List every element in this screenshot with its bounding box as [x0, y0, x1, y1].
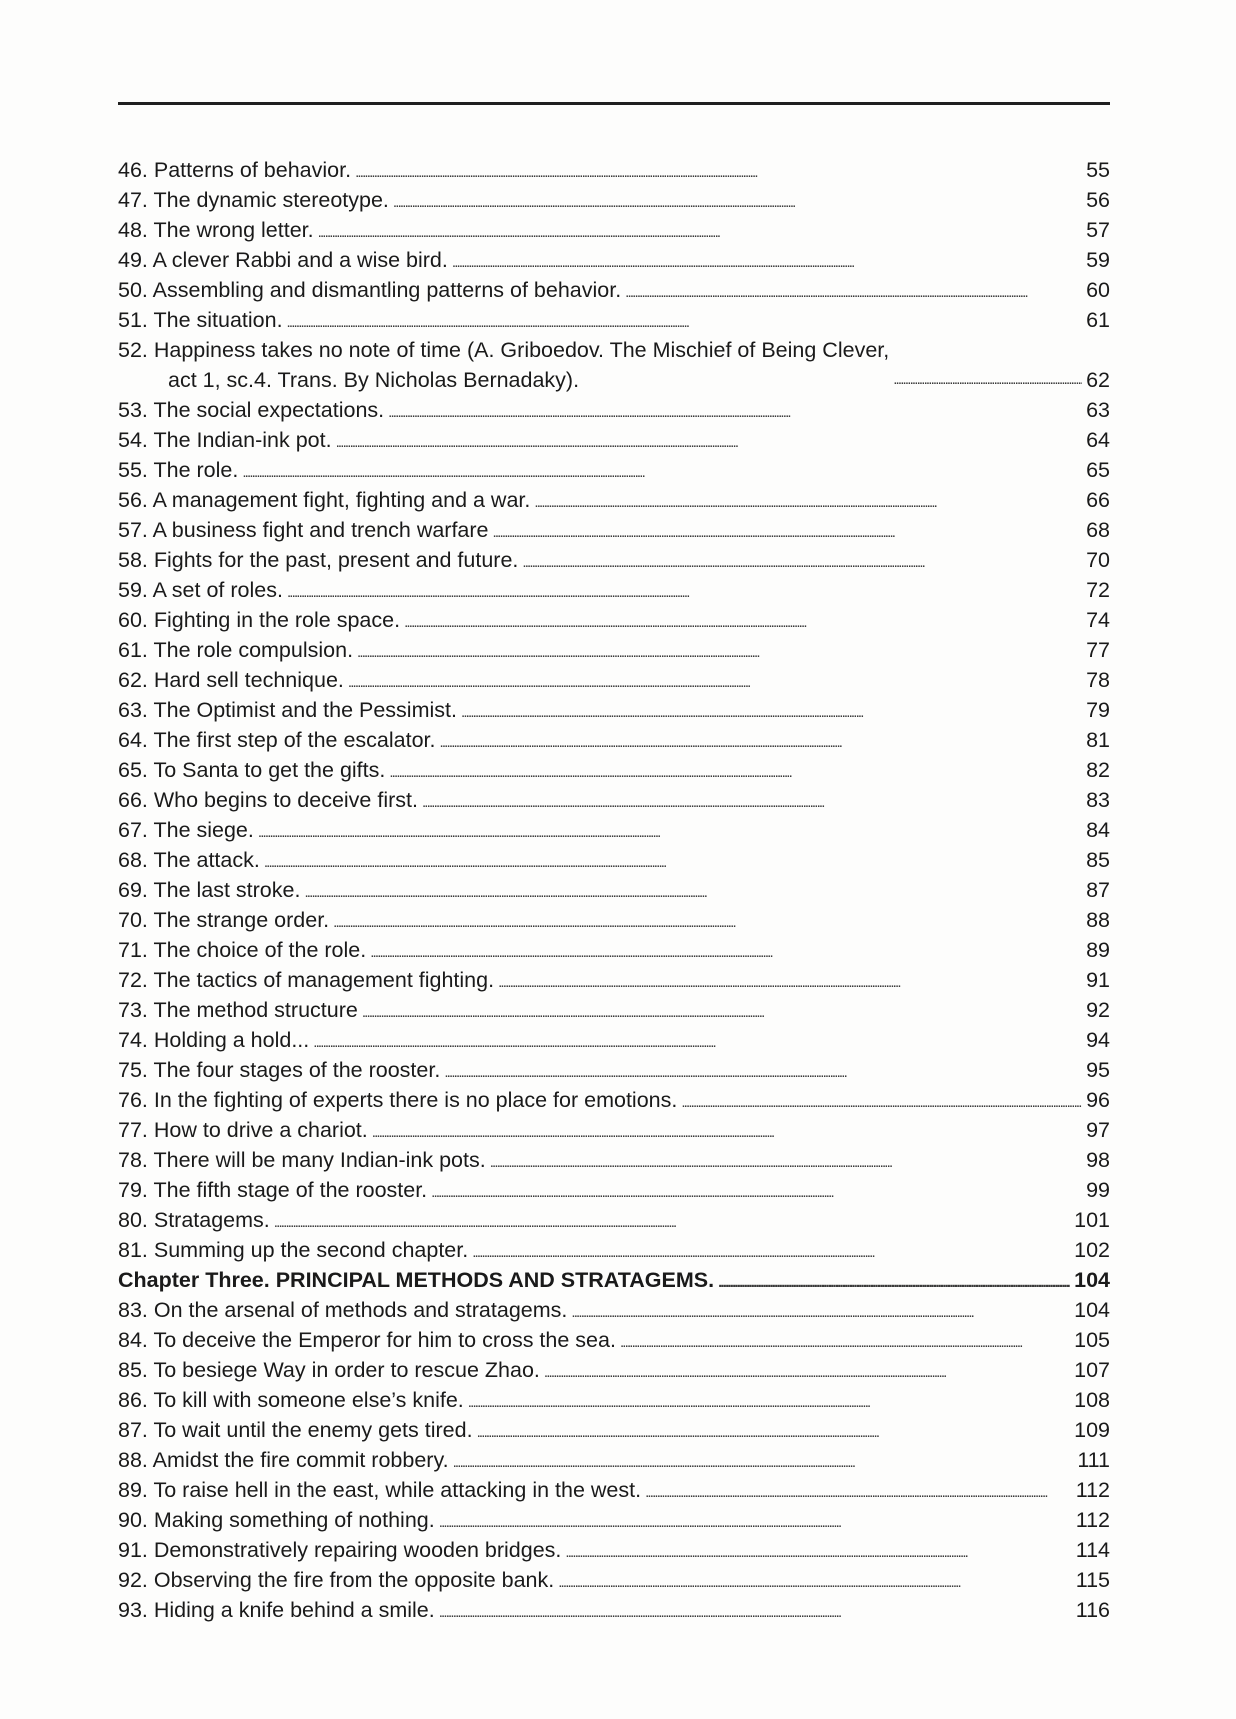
dot-leader — [348, 665, 1082, 698]
toc-entry-title: 59. A set of roles. — [118, 578, 283, 602]
toc-entry-title: 91. Demonstratively repairing wooden bridges. — [118, 1538, 562, 1562]
toc-entry — [118, 1115, 1110, 1145]
dot-leader — [440, 725, 1083, 758]
toc-entry — [118, 965, 1110, 995]
toc-entry — [118, 335, 1110, 395]
toc-entry — [118, 1535, 1110, 1565]
dot-leader — [718, 1265, 1070, 1298]
toc-entry-title: 65. To Santa to get the gifts. — [118, 758, 386, 782]
toc-entry-title: 88. Amidst the fire commit robbery. — [118, 1448, 449, 1472]
toc-entry — [118, 185, 1110, 215]
toc-entry-title: 58. Fights for the past, present and future. — [118, 548, 519, 572]
toc-entry — [118, 935, 1110, 965]
dot-leader — [357, 635, 1082, 668]
toc-entry-title: 93. Hiding a knife behind a smile. — [118, 1598, 435, 1622]
dot-leader — [620, 1325, 1070, 1358]
toc-entry — [118, 1205, 1110, 1235]
toc-entry-title-line1: 52. Happiness takes no note of time (A. Griboedov. The Mischief of Being Clever, — [118, 338, 890, 362]
dot-leader — [544, 1355, 1070, 1388]
toc-entry — [118, 1475, 1110, 1505]
toc-entry — [118, 1505, 1110, 1535]
toc-entry-page-number: 62 — [1086, 368, 1110, 392]
toc-entry-page-number: 70 — [1086, 548, 1110, 572]
toc-entry — [118, 695, 1110, 725]
toc-entry-title: 72. The tactics of management fighting. — [118, 968, 495, 992]
dot-leader — [645, 1475, 1072, 1508]
toc-entry-title: 90. Making something of nothing. — [118, 1508, 435, 1532]
toc-entry-page-number: 107 — [1074, 1358, 1110, 1382]
toc-entry — [118, 725, 1110, 755]
dot-leader — [313, 1025, 1082, 1058]
toc-entry-title: 77. How to drive a chariot. — [118, 1118, 368, 1142]
dot-leader — [893, 362, 1082, 395]
toc-entry-page-number: 87 — [1086, 878, 1110, 902]
toc-entry-title: 60. Fighting in the role space. — [118, 608, 401, 632]
toc-entry-page-number: 109 — [1074, 1418, 1110, 1442]
toc-entry-page-number: 98 — [1086, 1148, 1110, 1172]
toc-entry-title: 64. The first step of the escalator. — [118, 728, 436, 752]
toc-entry — [118, 1385, 1110, 1415]
toc-entry-page-number: 56 — [1086, 188, 1110, 212]
toc-entry-page-number: 88 — [1086, 908, 1110, 932]
dot-leader — [336, 425, 1083, 458]
dot-leader — [452, 245, 1082, 278]
toc-entry-page-number: 96 — [1086, 1088, 1110, 1112]
toc-entry-page-number: 94 — [1086, 1028, 1110, 1052]
toc-entry — [118, 1145, 1110, 1175]
toc-entry-page-number: 114 — [1075, 1538, 1110, 1562]
dot-leader — [461, 695, 1082, 728]
toc-entry — [118, 1565, 1110, 1595]
toc-entry-page-number: 111 — [1077, 1448, 1110, 1472]
toc-entry-title: 56. A management fight, fighting and a war. — [118, 488, 531, 512]
toc-entry — [118, 1445, 1110, 1475]
toc-entry-title: 78. There will be many Indian-ink pots. — [118, 1148, 486, 1172]
dot-leader — [571, 1295, 1070, 1328]
toc-entry-title: 47. The dynamic stereotype. — [118, 188, 389, 212]
toc-entry-page-number: 77 — [1086, 638, 1110, 662]
toc-entry-title: 73. The method structure — [118, 998, 358, 1022]
toc-entry — [118, 545, 1110, 575]
toc-entry-page-number: 59 — [1086, 248, 1110, 272]
toc-entry-page-number: 97 — [1086, 1118, 1110, 1142]
toc-entry-page-number: 104 — [1074, 1298, 1110, 1322]
toc-entry — [118, 845, 1110, 875]
dot-leader — [490, 1145, 1082, 1178]
dot-leader — [258, 815, 1082, 848]
toc-entry — [118, 485, 1110, 515]
toc-entry-title: 68. The attack. — [118, 848, 260, 872]
dot-leader — [498, 965, 1082, 998]
toc-entry-title: 54. The Indian-ink pot. — [118, 428, 332, 452]
dot-leader — [534, 485, 1082, 518]
toc-entry-page-number: 99 — [1086, 1178, 1110, 1202]
toc-entry — [118, 905, 1110, 935]
toc-entry — [118, 1055, 1110, 1085]
toc-entry — [118, 1325, 1110, 1355]
toc-entry-title: 46. Patterns of behavior. — [118, 158, 352, 182]
toc-entry — [118, 1415, 1110, 1445]
toc-entry — [118, 755, 1110, 785]
toc-entry-title: 81. Summing up the second chapter. — [118, 1238, 469, 1262]
toc-entry-title: 74. Holding a hold... — [118, 1028, 310, 1052]
toc-entry-page-number: 85 — [1086, 848, 1110, 872]
dot-leader — [393, 185, 1082, 218]
toc-entry-title: 51. The situation. — [118, 308, 283, 332]
toc-entry-page-number: 79 — [1086, 698, 1110, 722]
dot-leader — [389, 755, 1082, 788]
toc-entry-page-number: 83 — [1086, 788, 1110, 812]
toc-entry — [118, 1295, 1110, 1325]
toc-entry-title-line2: act 1, sc.4. Trans. By Nicholas Bernadaky). — [168, 368, 580, 392]
dot-leader — [431, 1175, 1082, 1208]
toc-entry-page-number: 55 — [1086, 158, 1110, 182]
dot-leader — [318, 215, 1082, 248]
dot-leader — [355, 155, 1082, 188]
dot-leader — [264, 845, 1082, 878]
table-of-contents — [118, 155, 1110, 1625]
toc-entry-title: 75. The four stages of the rooster. — [118, 1058, 441, 1082]
dot-leader — [625, 275, 1082, 308]
toc-entry-page-number: 105 — [1074, 1328, 1110, 1352]
toc-entry-page-number: 101 — [1074, 1208, 1110, 1232]
toc-entry-page-number: 82 — [1086, 758, 1110, 782]
toc-entry-title: 76. In the fighting of experts there is no place for emotions. — [118, 1088, 678, 1112]
toc-entry — [118, 425, 1110, 455]
toc-entry-title: 49. A clever Rabbi and a wise bird. — [118, 248, 448, 272]
toc-entry — [118, 665, 1110, 695]
toc-entry-title: 80. Stratagems. — [118, 1208, 270, 1232]
toc-entry-title: 48. The wrong letter. — [118, 218, 314, 242]
toc-entry — [118, 785, 1110, 815]
toc-entry-title: 87. To wait until the enemy gets tired. — [118, 1418, 473, 1442]
toc-entry-page-number: 65 — [1086, 458, 1110, 482]
toc-entry-title: 63. The Optimist and the Pessimist. — [118, 698, 457, 722]
dot-leader — [477, 1415, 1071, 1448]
toc-entry — [118, 605, 1110, 635]
toc-entry-page-number: 63 — [1086, 398, 1110, 422]
dot-leader — [468, 1385, 1070, 1418]
dot-leader — [472, 1235, 1070, 1268]
dot-leader — [372, 1115, 1082, 1148]
toc-entry-page-number: 64 — [1086, 428, 1110, 452]
toc-entry-title: 71. The choice of the role. — [118, 938, 367, 962]
toc-entry — [118, 455, 1110, 485]
toc-entry-title: Chapter Three. PRINCIPAL METHODS AND STRATAGEMS. — [118, 1268, 715, 1292]
toc-entry-page-number: 116 — [1075, 1598, 1110, 1622]
toc-entry-title: 85. To besiege Way in order to rescue Zhao. — [118, 1358, 540, 1382]
toc-entry-page-number: 89 — [1086, 938, 1110, 962]
toc-entry — [118, 305, 1110, 335]
toc-entry-title: 62. Hard sell technique. — [118, 668, 344, 692]
dot-leader — [304, 875, 1082, 908]
toc-entry — [118, 875, 1110, 905]
toc-entry-title: 50. Assembling and dismantling patterns of behavior. — [118, 278, 622, 302]
dot-leader — [287, 575, 1082, 608]
toc-entry — [118, 1085, 1110, 1115]
toc-entry — [118, 815, 1110, 845]
dot-leader — [404, 605, 1082, 638]
dot-leader — [422, 785, 1082, 818]
dot-leader — [558, 1565, 1072, 1598]
toc-entry-title: 70. The strange order. — [118, 908, 330, 932]
toc-entry-title: 69. The last stroke. — [118, 878, 301, 902]
toc-entry-title: 57. A business fight and trench warfare — [118, 518, 489, 542]
dot-leader — [333, 905, 1082, 938]
toc-entry-page-number: 91 — [1086, 968, 1110, 992]
toc-entry-page-number: 60 — [1086, 278, 1110, 302]
toc-entry-title: 86. To kill with someone else’s knife. — [118, 1388, 464, 1412]
dot-leader — [242, 455, 1082, 488]
toc-entry-page-number: 61 — [1086, 308, 1110, 332]
toc-entry-page-number: 95 — [1086, 1058, 1110, 1082]
dot-leader — [388, 395, 1082, 428]
toc-entry-page-number: 84 — [1086, 818, 1110, 842]
toc-entry-title: 83. On the arsenal of methods and stratagems. — [118, 1298, 568, 1322]
toc-entry — [118, 245, 1110, 275]
toc-entry — [118, 1025, 1110, 1055]
toc-entry — [118, 395, 1110, 425]
toc-entry — [118, 995, 1110, 1025]
dot-leader — [287, 305, 1083, 338]
toc-entry-title: 89. To raise hell in the east, while attacking in the west. — [118, 1478, 642, 1502]
toc-entry-title: 61. The role compulsion. — [118, 638, 354, 662]
toc-entry-title: 66. Who begins to deceive first. — [118, 788, 418, 812]
toc-entry-page-number: 102 — [1074, 1238, 1110, 1262]
dot-leader — [453, 1445, 1074, 1478]
header-rule — [118, 102, 1110, 105]
toc-entry — [118, 1595, 1110, 1625]
toc-entry-page-number: 108 — [1074, 1388, 1110, 1412]
dot-leader — [362, 995, 1082, 1028]
toc-entry-title — [118, 335, 889, 395]
toc-entry — [118, 515, 1110, 545]
toc-entry — [118, 1355, 1110, 1385]
dot-leader — [522, 545, 1082, 578]
toc-entry-page-number: 57 — [1086, 218, 1110, 242]
toc-entry-title: 79. The fifth stage of the rooster. — [118, 1178, 428, 1202]
dot-leader — [439, 1505, 1072, 1538]
toc-entry-page-number: 68 — [1086, 518, 1110, 542]
toc-entry-page-number: 72 — [1086, 578, 1110, 602]
toc-entry-title: 53. The social expectations. — [118, 398, 385, 422]
toc-entry-title: 84. To deceive the Emperor for him to cross the sea. — [118, 1328, 616, 1352]
toc-entry-page-number: 74 — [1086, 608, 1110, 632]
dot-leader — [681, 1085, 1082, 1118]
dot-leader — [274, 1205, 1070, 1238]
toc-entry — [118, 1235, 1110, 1265]
dot-leader — [439, 1595, 1072, 1628]
chapter-heading-entry — [118, 1265, 1110, 1295]
toc-entry-page-number: 92 — [1086, 998, 1110, 1022]
toc-entry-title: 67. The siege. — [118, 818, 254, 842]
toc-entry-page-number: 112 — [1075, 1508, 1110, 1532]
toc-entry — [118, 1175, 1110, 1205]
toc-entry-title: 92. Observing the fire from the opposite bank. — [118, 1568, 555, 1592]
toc-entry-page-number: 104 — [1074, 1268, 1110, 1292]
toc-entry — [118, 275, 1110, 305]
toc-entry — [118, 215, 1110, 245]
toc-entry-page-number: 78 — [1086, 668, 1110, 692]
toc-entry-page-number: 66 — [1086, 488, 1110, 512]
toc-entry-page-number: 112 — [1075, 1478, 1110, 1502]
toc-entry-title: 55. The role. — [118, 458, 239, 482]
toc-entry — [118, 575, 1110, 605]
toc-entry — [118, 155, 1110, 185]
toc-entry — [118, 635, 1110, 665]
toc-entry-page-number: 81 — [1086, 728, 1110, 752]
toc-entry-page-number: 115 — [1075, 1568, 1110, 1592]
dot-leader — [370, 935, 1082, 968]
dot-leader — [493, 515, 1083, 548]
dot-leader — [444, 1055, 1082, 1088]
dot-leader — [565, 1535, 1071, 1568]
